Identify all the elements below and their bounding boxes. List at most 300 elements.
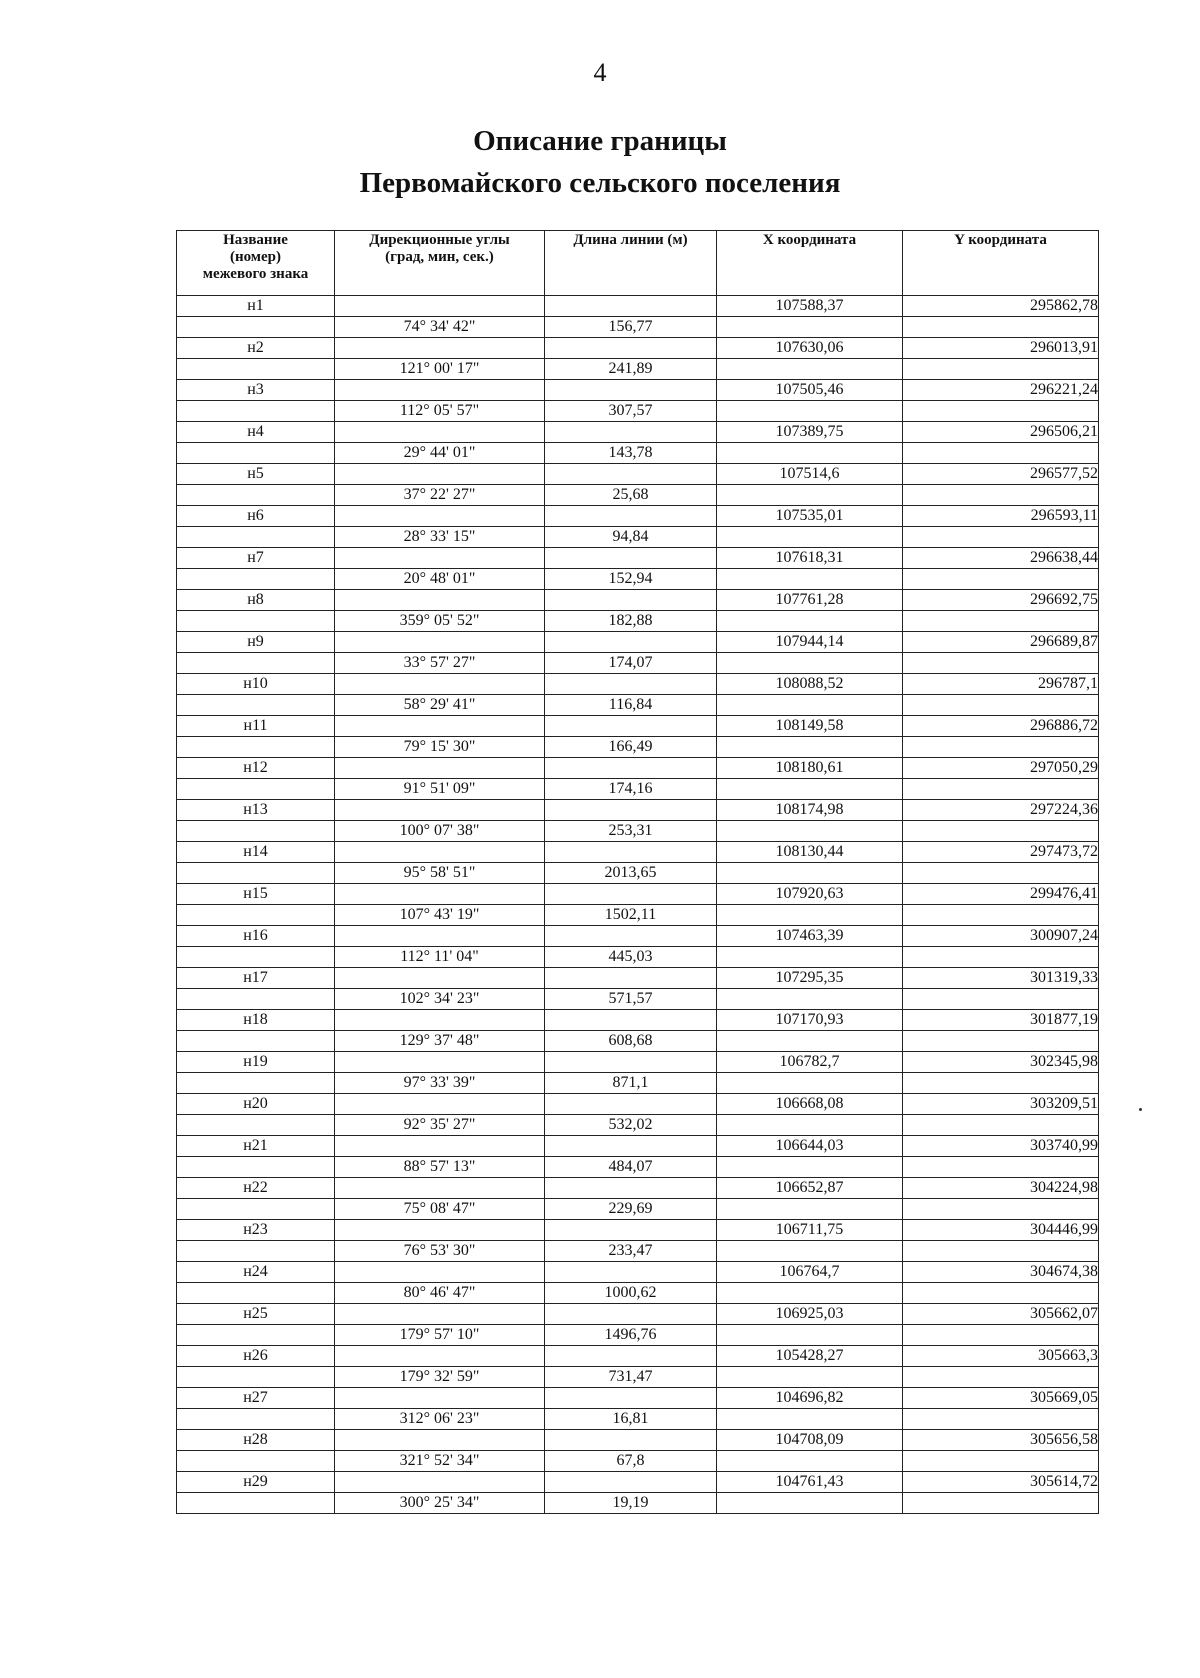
x-coordinate: 107389,75 xyxy=(717,422,903,443)
point-name: н26 xyxy=(177,1346,335,1367)
empty-cell xyxy=(903,1073,1099,1094)
empty-cell xyxy=(903,569,1099,590)
empty-cell xyxy=(545,716,717,737)
direction-angle: 75° 08' 47" xyxy=(335,1199,545,1220)
point-name: н12 xyxy=(177,758,335,779)
empty-cell xyxy=(545,296,717,317)
empty-cell xyxy=(903,779,1099,800)
empty-cell xyxy=(545,422,717,443)
direction-angle: 179° 57' 10" xyxy=(335,1325,545,1346)
empty-cell xyxy=(177,1325,335,1346)
y-coordinate: 296638,44 xyxy=(903,548,1099,569)
title-line-1: Описание границы xyxy=(473,125,727,157)
empty-cell xyxy=(545,590,717,611)
point-name: н8 xyxy=(177,590,335,611)
table-row-segment xyxy=(177,695,1099,716)
table-row-segment xyxy=(177,1115,1099,1136)
x-coordinate: 104708,09 xyxy=(717,1430,903,1451)
table-row-segment xyxy=(177,1283,1099,1304)
x-coordinate: 106644,03 xyxy=(717,1136,903,1157)
direction-angle: 80° 46' 47" xyxy=(335,1283,545,1304)
empty-cell xyxy=(903,989,1099,1010)
empty-cell xyxy=(177,1367,335,1388)
empty-cell xyxy=(177,569,335,590)
empty-cell xyxy=(903,905,1099,926)
point-name: н1 xyxy=(177,296,335,317)
empty-cell xyxy=(717,1031,903,1052)
y-coordinate: 296506,21 xyxy=(903,422,1099,443)
document-title xyxy=(0,120,1200,204)
empty-cell xyxy=(545,1346,717,1367)
empty-cell xyxy=(545,674,717,695)
y-coordinate: 296593,11 xyxy=(903,506,1099,527)
line-length: 174,07 xyxy=(545,653,717,674)
empty-cell xyxy=(903,527,1099,548)
empty-cell xyxy=(545,968,717,989)
table-row-segment xyxy=(177,527,1099,548)
x-coordinate: 107463,39 xyxy=(717,926,903,947)
x-coordinate: 107170,93 xyxy=(717,1010,903,1031)
y-coordinate: 304446,99 xyxy=(903,1220,1099,1241)
line-length: 174,16 xyxy=(545,779,717,800)
table-row-segment xyxy=(177,1367,1099,1388)
line-length: 731,47 xyxy=(545,1367,717,1388)
empty-cell xyxy=(903,1199,1099,1220)
table-row-point xyxy=(177,1472,1099,1493)
empty-cell xyxy=(335,1010,545,1031)
empty-cell xyxy=(177,947,335,968)
empty-cell xyxy=(335,548,545,569)
empty-cell xyxy=(545,1304,717,1325)
empty-cell xyxy=(903,443,1099,464)
empty-cell xyxy=(717,1115,903,1136)
empty-cell xyxy=(177,527,335,548)
empty-cell xyxy=(717,485,903,506)
line-length: 2013,65 xyxy=(545,863,717,884)
y-coordinate: 305662,07 xyxy=(903,1304,1099,1325)
empty-cell xyxy=(335,338,545,359)
y-coordinate: 296689,87 xyxy=(903,632,1099,653)
line-length: 307,57 xyxy=(545,401,717,422)
empty-cell xyxy=(717,821,903,842)
empty-cell xyxy=(903,695,1099,716)
x-coordinate: 108130,44 xyxy=(717,842,903,863)
empty-cell xyxy=(335,1430,545,1451)
table-row-point xyxy=(177,968,1099,989)
direction-angle: 112° 11' 04" xyxy=(335,947,545,968)
empty-cell xyxy=(717,737,903,758)
direction-angle: 121° 00' 17" xyxy=(335,359,545,380)
x-coordinate: 106711,75 xyxy=(717,1220,903,1241)
y-coordinate: 305656,58 xyxy=(903,1430,1099,1451)
empty-cell xyxy=(545,548,717,569)
direction-angle: 300° 25' 34" xyxy=(335,1493,545,1514)
header-length: Длина линии (м) xyxy=(545,231,717,296)
y-coordinate: 301319,33 xyxy=(903,968,1099,989)
x-coordinate: 106668,08 xyxy=(717,1094,903,1115)
line-length: 532,02 xyxy=(545,1115,717,1136)
empty-cell xyxy=(717,527,903,548)
table-row-segment xyxy=(177,1451,1099,1472)
line-length: 445,03 xyxy=(545,947,717,968)
empty-cell xyxy=(717,1409,903,1430)
empty-cell xyxy=(335,590,545,611)
direction-angle: 97° 33' 39" xyxy=(335,1073,545,1094)
empty-cell xyxy=(545,506,717,527)
point-name: н23 xyxy=(177,1220,335,1241)
line-length: 94,84 xyxy=(545,527,717,548)
empty-cell xyxy=(717,1325,903,1346)
table-row-point xyxy=(177,422,1099,443)
direction-angle: 28° 33' 15" xyxy=(335,527,545,548)
empty-cell xyxy=(335,1346,545,1367)
point-name: н2 xyxy=(177,338,335,359)
empty-cell xyxy=(545,338,717,359)
y-coordinate: 299476,41 xyxy=(903,884,1099,905)
table-row-segment xyxy=(177,443,1099,464)
point-name: н27 xyxy=(177,1388,335,1409)
y-coordinate: 305663,3 xyxy=(903,1346,1099,1367)
empty-cell xyxy=(335,968,545,989)
x-coordinate: 106652,87 xyxy=(717,1178,903,1199)
point-name: н15 xyxy=(177,884,335,905)
line-length: 233,47 xyxy=(545,1241,717,1262)
header-x: X координата xyxy=(717,231,903,296)
line-length: 1496,76 xyxy=(545,1325,717,1346)
table-row-point xyxy=(177,1052,1099,1073)
line-length: 156,77 xyxy=(545,317,717,338)
table-row-segment xyxy=(177,569,1099,590)
empty-cell xyxy=(335,1220,545,1241)
line-length: 166,49 xyxy=(545,737,717,758)
table-row-point xyxy=(177,1094,1099,1115)
empty-cell xyxy=(335,926,545,947)
table-row-segment xyxy=(177,1409,1099,1430)
point-name: н10 xyxy=(177,674,335,695)
x-coordinate: 107295,35 xyxy=(717,968,903,989)
line-length: 182,88 xyxy=(545,611,717,632)
empty-cell xyxy=(903,1367,1099,1388)
empty-cell xyxy=(903,1241,1099,1262)
y-coordinate: 302345,98 xyxy=(903,1052,1099,1073)
empty-cell xyxy=(545,1052,717,1073)
empty-cell xyxy=(177,653,335,674)
table-row-segment xyxy=(177,1199,1099,1220)
page-number: 4 xyxy=(593,58,607,87)
direction-angle: 20° 48' 01" xyxy=(335,569,545,590)
y-coordinate: 295862,78 xyxy=(903,296,1099,317)
empty-cell xyxy=(177,779,335,800)
table-row-segment xyxy=(177,905,1099,926)
table-row-point xyxy=(177,1178,1099,1199)
empty-cell xyxy=(903,1031,1099,1052)
empty-cell xyxy=(903,317,1099,338)
y-coordinate: 296787,1 xyxy=(903,674,1099,695)
empty-cell xyxy=(903,737,1099,758)
x-coordinate: 107505,46 xyxy=(717,380,903,401)
x-coordinate: 104696,82 xyxy=(717,1388,903,1409)
x-coordinate: 107535,01 xyxy=(717,506,903,527)
line-length: 229,69 xyxy=(545,1199,717,1220)
x-coordinate: 107588,37 xyxy=(717,296,903,317)
empty-cell xyxy=(717,905,903,926)
y-coordinate: 296577,52 xyxy=(903,464,1099,485)
table-row-point xyxy=(177,464,1099,485)
y-coordinate: 304224,98 xyxy=(903,1178,1099,1199)
point-name: н16 xyxy=(177,926,335,947)
empty-cell xyxy=(177,485,335,506)
table-row-segment xyxy=(177,1241,1099,1262)
table-row-segment xyxy=(177,317,1099,338)
x-coordinate: 107920,63 xyxy=(717,884,903,905)
point-name: н21 xyxy=(177,1136,335,1157)
empty-cell xyxy=(717,1073,903,1094)
empty-cell xyxy=(717,401,903,422)
empty-cell xyxy=(545,884,717,905)
table-row-segment xyxy=(177,779,1099,800)
table-row-point xyxy=(177,632,1099,653)
empty-cell xyxy=(177,443,335,464)
empty-cell xyxy=(177,317,335,338)
empty-cell xyxy=(335,1262,545,1283)
direction-angle: 107° 43' 19" xyxy=(335,905,545,926)
direction-angle: 37° 22' 27" xyxy=(335,485,545,506)
empty-cell xyxy=(903,1157,1099,1178)
y-coordinate: 296221,24 xyxy=(903,380,1099,401)
empty-cell xyxy=(545,1178,717,1199)
empty-cell xyxy=(177,1451,335,1472)
empty-cell xyxy=(177,611,335,632)
x-coordinate: 106764,7 xyxy=(717,1262,903,1283)
point-name: н7 xyxy=(177,548,335,569)
empty-cell xyxy=(335,1472,545,1493)
table-header-row xyxy=(177,231,1099,296)
empty-cell xyxy=(335,1388,545,1409)
y-coordinate: 297473,72 xyxy=(903,842,1099,863)
empty-cell xyxy=(545,1094,717,1115)
table-row-point xyxy=(177,1346,1099,1367)
empty-cell xyxy=(177,1409,335,1430)
empty-cell xyxy=(903,1115,1099,1136)
direction-angle: 100° 07' 38" xyxy=(335,821,545,842)
direction-angle: 29° 44' 01" xyxy=(335,443,545,464)
table-row-segment xyxy=(177,1493,1099,1514)
x-coordinate: 108180,61 xyxy=(717,758,903,779)
y-coordinate: 303209,51 xyxy=(903,1094,1099,1115)
line-length: 19,19 xyxy=(545,1493,717,1514)
empty-cell xyxy=(903,1409,1099,1430)
x-coordinate: 106925,03 xyxy=(717,1304,903,1325)
point-name: н25 xyxy=(177,1304,335,1325)
empty-cell xyxy=(545,1472,717,1493)
table-row-segment xyxy=(177,821,1099,842)
point-name: н20 xyxy=(177,1094,335,1115)
point-name: н24 xyxy=(177,1262,335,1283)
empty-cell xyxy=(717,989,903,1010)
direction-angle: 312° 06' 23" xyxy=(335,1409,545,1430)
direction-angle: 129° 37' 48" xyxy=(335,1031,545,1052)
empty-cell xyxy=(717,695,903,716)
empty-cell xyxy=(717,1367,903,1388)
empty-cell xyxy=(545,1136,717,1157)
empty-cell xyxy=(545,1220,717,1241)
point-name: н6 xyxy=(177,506,335,527)
point-name: н11 xyxy=(177,716,335,737)
empty-cell xyxy=(335,884,545,905)
point-name: н28 xyxy=(177,1430,335,1451)
empty-cell xyxy=(717,359,903,380)
empty-cell xyxy=(335,842,545,863)
empty-cell xyxy=(177,1157,335,1178)
empty-cell xyxy=(903,1325,1099,1346)
table-row-point xyxy=(177,1430,1099,1451)
empty-cell xyxy=(903,401,1099,422)
direction-angle: 102° 34' 23" xyxy=(335,989,545,1010)
y-coordinate: 296886,72 xyxy=(903,716,1099,737)
table-body xyxy=(177,296,1099,1514)
empty-cell xyxy=(335,716,545,737)
point-name: н9 xyxy=(177,632,335,653)
empty-cell xyxy=(545,1262,717,1283)
empty-cell xyxy=(903,821,1099,842)
table-row-point xyxy=(177,926,1099,947)
line-length: 143,78 xyxy=(545,443,717,464)
empty-cell xyxy=(335,800,545,821)
x-coordinate: 105428,27 xyxy=(717,1346,903,1367)
empty-cell xyxy=(903,1283,1099,1304)
x-coordinate: 106782,7 xyxy=(717,1052,903,1073)
empty-cell xyxy=(545,380,717,401)
point-name: н3 xyxy=(177,380,335,401)
table-row-point xyxy=(177,1388,1099,1409)
y-coordinate: 303740,99 xyxy=(903,1136,1099,1157)
point-name: н5 xyxy=(177,464,335,485)
y-coordinate: 304674,38 xyxy=(903,1262,1099,1283)
x-coordinate: 107514,6 xyxy=(717,464,903,485)
empty-cell xyxy=(717,569,903,590)
empty-cell xyxy=(545,464,717,485)
y-coordinate: 297224,36 xyxy=(903,800,1099,821)
line-length: 571,57 xyxy=(545,989,717,1010)
empty-cell xyxy=(177,989,335,1010)
empty-cell xyxy=(717,947,903,968)
empty-cell xyxy=(177,863,335,884)
empty-cell xyxy=(177,1073,335,1094)
point-name: н29 xyxy=(177,1472,335,1493)
line-length: 25,68 xyxy=(545,485,717,506)
empty-cell xyxy=(177,695,335,716)
empty-cell xyxy=(903,1493,1099,1514)
x-coordinate: 107618,31 xyxy=(717,548,903,569)
x-coordinate: 104761,43 xyxy=(717,1472,903,1493)
empty-cell xyxy=(717,653,903,674)
header-name: Название (номер) межевого знака xyxy=(177,231,335,296)
line-length: 253,31 xyxy=(545,821,717,842)
direction-angle: 79° 15' 30" xyxy=(335,737,545,758)
table-row-point xyxy=(177,1010,1099,1031)
line-length: 1000,62 xyxy=(545,1283,717,1304)
table-row-point xyxy=(177,506,1099,527)
point-name: н19 xyxy=(177,1052,335,1073)
empty-cell xyxy=(177,1115,335,1136)
empty-cell xyxy=(335,1094,545,1115)
empty-cell xyxy=(903,863,1099,884)
empty-cell xyxy=(717,317,903,338)
empty-cell xyxy=(177,905,335,926)
table-row-segment xyxy=(177,359,1099,380)
empty-cell xyxy=(335,1304,545,1325)
y-coordinate: 300907,24 xyxy=(903,926,1099,947)
direction-angle: 92° 35' 27" xyxy=(335,1115,545,1136)
table-row-point xyxy=(177,716,1099,737)
empty-cell xyxy=(335,1136,545,1157)
line-length: 152,94 xyxy=(545,569,717,590)
boundary-table xyxy=(176,230,1099,1514)
empty-cell xyxy=(903,359,1099,380)
empty-cell xyxy=(335,1178,545,1199)
empty-cell xyxy=(717,1157,903,1178)
table-row-point xyxy=(177,1220,1099,1241)
table-row-segment xyxy=(177,653,1099,674)
line-length: 871,1 xyxy=(545,1073,717,1094)
direction-angle: 95° 58' 51" xyxy=(335,863,545,884)
empty-cell xyxy=(545,800,717,821)
y-coordinate: 297050,29 xyxy=(903,758,1099,779)
line-length: 608,68 xyxy=(545,1031,717,1052)
empty-cell xyxy=(335,506,545,527)
y-coordinate: 305669,05 xyxy=(903,1388,1099,1409)
table-row-point xyxy=(177,1262,1099,1283)
empty-cell xyxy=(177,359,335,380)
point-name: н14 xyxy=(177,842,335,863)
scan-speck xyxy=(1139,1108,1142,1111)
empty-cell xyxy=(903,1451,1099,1472)
table-row-point xyxy=(177,1304,1099,1325)
empty-cell xyxy=(177,1199,335,1220)
empty-cell xyxy=(903,611,1099,632)
direction-angle: 359° 05' 52" xyxy=(335,611,545,632)
table-row-segment xyxy=(177,989,1099,1010)
empty-cell xyxy=(177,401,335,422)
table-row-segment xyxy=(177,863,1099,884)
point-name: н17 xyxy=(177,968,335,989)
table-row-segment xyxy=(177,401,1099,422)
point-name: н4 xyxy=(177,422,335,443)
table-row-segment xyxy=(177,1073,1099,1094)
table-row-point xyxy=(177,380,1099,401)
line-length: 16,81 xyxy=(545,1409,717,1430)
table-row-segment xyxy=(177,485,1099,506)
y-coordinate: 296692,75 xyxy=(903,590,1099,611)
direction-angle: 74° 34' 42" xyxy=(335,317,545,338)
table-row-point xyxy=(177,884,1099,905)
table-row-point xyxy=(177,800,1099,821)
empty-cell xyxy=(717,863,903,884)
table-row-point xyxy=(177,296,1099,317)
empty-cell xyxy=(717,443,903,464)
empty-cell xyxy=(335,674,545,695)
direction-angle: 33° 57' 27" xyxy=(335,653,545,674)
point-name: н13 xyxy=(177,800,335,821)
empty-cell xyxy=(177,1493,335,1514)
empty-cell xyxy=(335,380,545,401)
empty-cell xyxy=(717,1241,903,1262)
empty-cell xyxy=(903,947,1099,968)
empty-cell xyxy=(717,611,903,632)
header-y: Y координата xyxy=(903,231,1099,296)
line-length: 67,8 xyxy=(545,1451,717,1472)
x-coordinate: 108088,52 xyxy=(717,674,903,695)
